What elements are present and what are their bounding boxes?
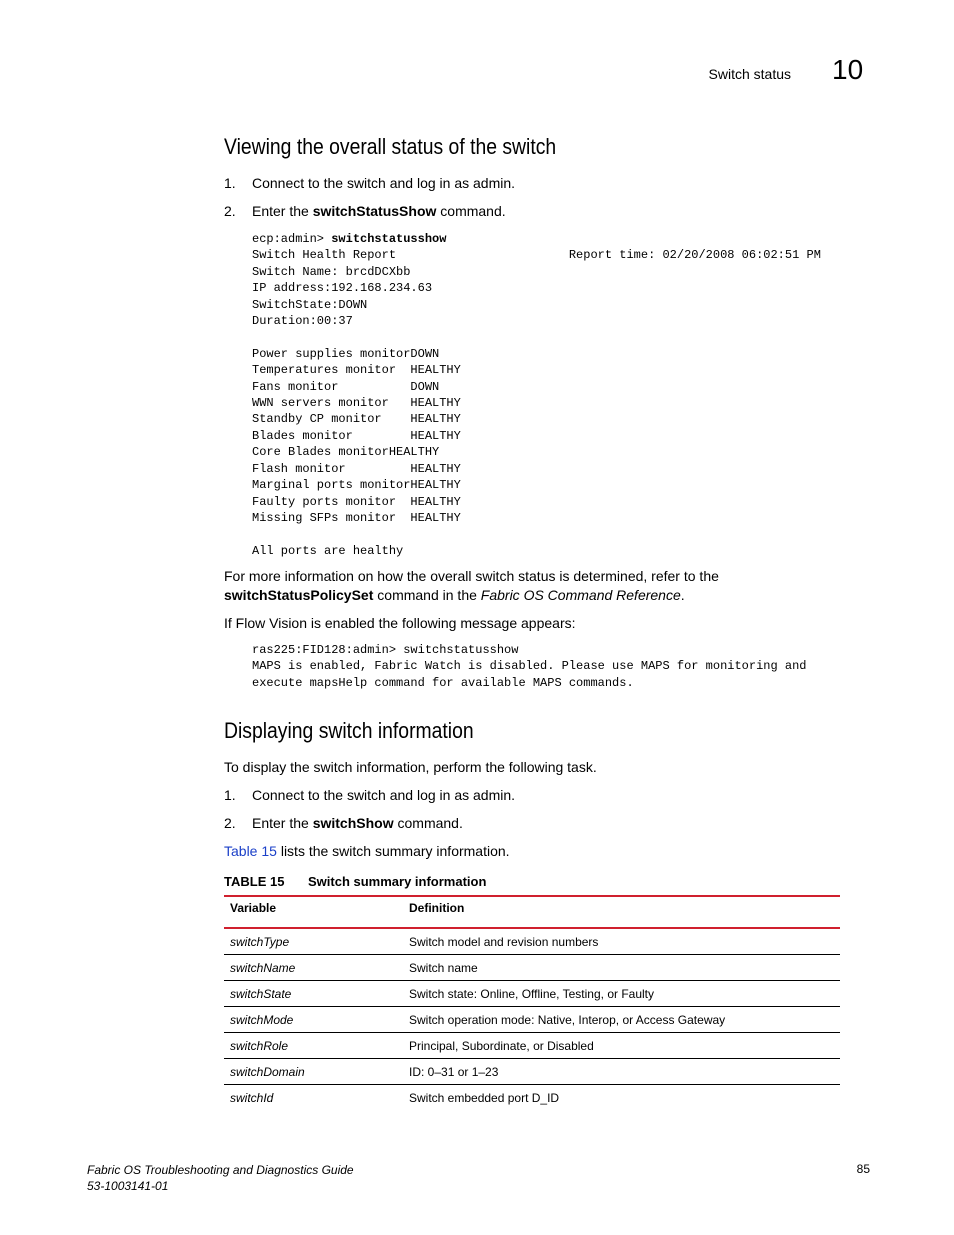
command-name: switchShow <box>312 815 394 831</box>
table-row: switchName Switch name <box>224 955 840 981</box>
step-2: 2. Enter the switchStatusShow command. <box>224 203 506 219</box>
table-row: switchState Switch state: Online, Offline, Testing, or Faulty <box>224 981 840 1007</box>
running-header-section: Switch status <box>708 66 791 82</box>
step-1: 1. Connect to the switch and log in as admin. <box>224 787 516 803</box>
more-info-paragraph: For more information on how the overall switch status is determined, refer to the switchStatusPolicySet command in the Fabric OS Command Reference. <box>224 568 719 603</box>
chapter-number: 10 <box>832 54 864 85</box>
table-row: switchRole Principal, Subordinate, or Disabled <box>224 1033 840 1059</box>
footer-doc-id: 53-1003141-01 <box>87 1179 169 1193</box>
table-row: switchType Switch model and revision numbers <box>224 928 840 955</box>
code-block-maps-message: ras225:FID128:admin> switchstatusshow MAPS is enabled, Fabric Watch is disabled. Please use MAPS for monitoring and execute mapsHelp command for available MAPS commands. <box>252 643 807 690</box>
intro-paragraph: To display the switch information, perform the following task. <box>224 759 597 775</box>
switch-summary-table <box>224 895 840 1110</box>
table-row: switchId Switch embedded port D_ID <box>230 1090 560 1105</box>
column-header-definition: Definition <box>409 901 465 915</box>
page-number: 85 <box>856 1162 870 1176</box>
footer-doc-title: Fabric OS Troubleshooting and Diagnostics Guide <box>87 1163 354 1177</box>
table-row: switchDomain ID: 0–31 or 1–23 <box>224 1059 840 1085</box>
table-caption-text: Switch summary information <box>308 874 487 889</box>
section-title-switch-info: Displaying switch information <box>224 718 474 743</box>
column-header-variable: Variable <box>230 901 277 915</box>
step-1: 1. Connect to the switch and log in as admin. <box>224 175 516 191</box>
section-title-overall-status: Viewing the overall status of the switch <box>224 134 557 159</box>
table-15-link[interactable]: Table 15 <box>224 843 277 859</box>
step-2: 2. Enter the switchShow command. <box>224 815 463 831</box>
command-name: switchStatusShow <box>312 203 437 219</box>
table-row: switchMode Switch operation mode: Native, Interop, or Access Gateway <box>224 1007 840 1033</box>
footer <box>87 1162 354 1194</box>
table-header-row <box>224 896 840 928</box>
flow-vision-paragraph: If Flow Vision is enabled the following message appears: <box>224 615 576 631</box>
code-block-switchstatusshow: ecp:admin> switchstatusshow Switch Health Report Report time: 02/20/2008 06:02:51 PM Switch Name: brcdDCXbb IP address:192.168.234.63 SwitchState:DOWN Duration:00:37 Power supplies monitorDOWN Temperatures monitor HEALTHY Fans monitor DOWN WWN servers monitor HEALTHY Standby CP monitor HEALTHY Blades monitor HEALTHY Core Blades monitorHEALTHY Flash monitor HEALTHY Marginal ports monitorHEALTHY Faulty ports monitor HEALTHY Missing SFPs monitor HEALTHY All ports are healthy <box>252 232 821 558</box>
table-label: TABLE 15 <box>224 874 285 889</box>
table-caption <box>224 874 486 889</box>
table-reference-paragraph: Table 15 lists the switch summary information. <box>224 843 510 859</box>
